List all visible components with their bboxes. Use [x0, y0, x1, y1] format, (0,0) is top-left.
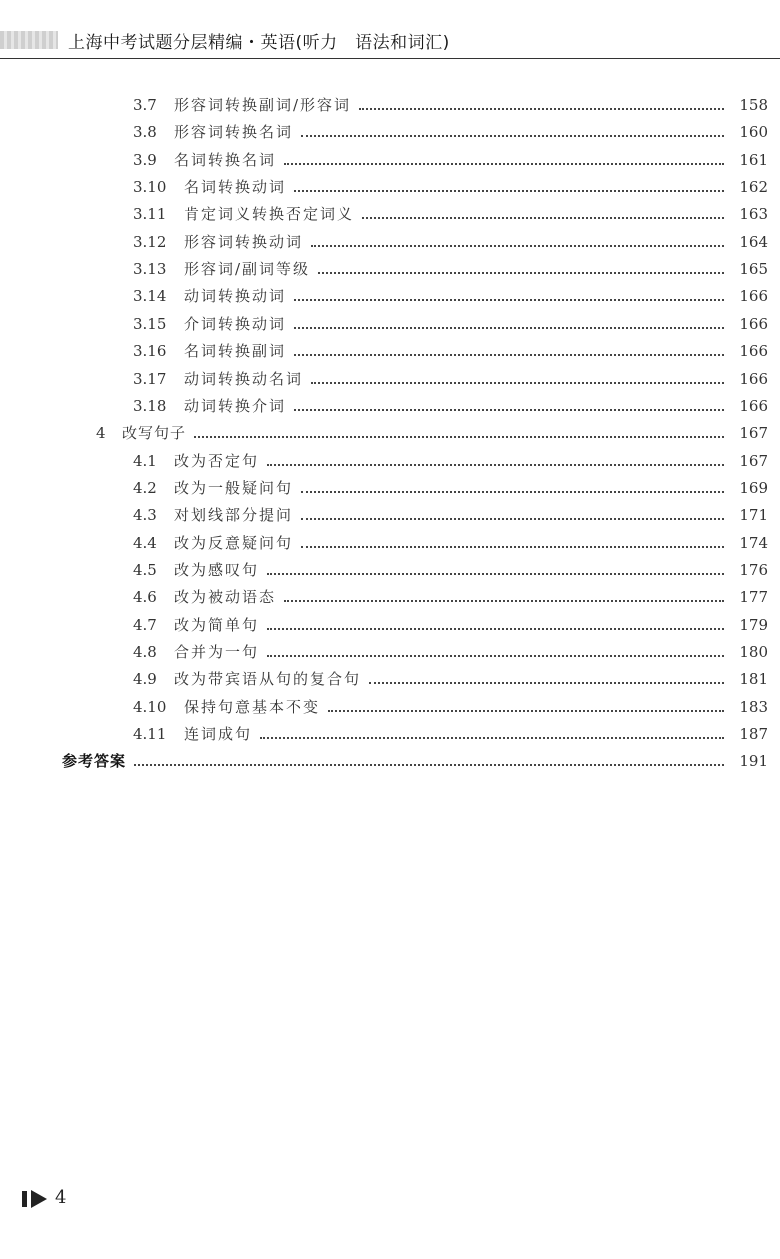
toc-entry-number: 4.4: [133, 533, 157, 552]
toc-entry-number: 3.7: [133, 96, 157, 114]
toc-entry: [0, 92, 780, 119]
toc-entry-title: 动词转换动词: [184, 287, 287, 306]
toc-entry-title: 改写句子: [122, 424, 187, 443]
leader-dots: [267, 464, 724, 466]
toc-entry: [0, 612, 780, 639]
toc-entry-number: 3.13: [133, 260, 167, 279]
toc-entry-page: 191: [739, 752, 768, 771]
toc-entry-page: 166: [739, 396, 768, 415]
toc-entry-title: 形容词/副词等级: [184, 260, 311, 279]
toc-entry-number: 3.12: [133, 232, 167, 251]
toc-entry-number: 3.14: [133, 287, 167, 306]
leader-dots: [301, 491, 724, 493]
leader-dots: [294, 409, 724, 411]
toc-entry-page: 166: [739, 287, 768, 306]
toc-entry: [0, 420, 780, 447]
leader-dots: [194, 436, 724, 438]
toc-entry-number: 4.7: [133, 615, 157, 634]
toc-entry-page: 165: [739, 260, 768, 279]
play-arrow-icon: [31, 1190, 47, 1208]
toc-entry-title: 参考答案: [62, 752, 127, 771]
toc-entry: [0, 338, 780, 365]
toc-entry-page: 187: [739, 725, 768, 744]
toc-entry-number: 4: [96, 424, 106, 443]
toc-entry: [0, 256, 780, 283]
leader-dots: [294, 354, 724, 356]
toc-entry-number: 4.5: [133, 560, 157, 579]
page-number: 4: [55, 1187, 67, 1208]
toc-entry: [0, 502, 780, 529]
toc-entry-number: 4.11: [133, 725, 167, 744]
toc-entry: [0, 584, 780, 611]
leader-dots: [359, 108, 724, 110]
leader-dots: [328, 710, 724, 712]
toc-entry: [0, 666, 780, 693]
toc-entry-title: 肯定词义转换否定词义: [184, 205, 355, 224]
toc-entry-title: 改为反意疑问句: [174, 533, 294, 552]
toc-entry: [0, 201, 780, 228]
toc-entry-page: 166: [739, 342, 768, 361]
toc-entry-title: 改为被动语态: [174, 588, 277, 607]
toc-entry-number: 4.1: [133, 451, 157, 470]
toc-entry-page: 171: [739, 506, 768, 525]
leader-dots: [369, 682, 724, 684]
toc-entry-title: 形容词转换副词/形容词: [174, 96, 352, 114]
toc-entry: [0, 639, 780, 666]
toc-entry-number: 3.17: [133, 369, 167, 388]
leader-dots: [294, 190, 724, 192]
toc-entry-page: 166: [739, 369, 768, 388]
toc-entry-title: 连词成句: [184, 725, 253, 744]
leader-dots: [294, 299, 724, 301]
toc-entry-page: 176: [739, 560, 768, 579]
toc-entry-title: 动词转换介词: [184, 396, 287, 415]
leader-dots: [301, 518, 724, 520]
leader-dots: [362, 217, 724, 219]
toc-entry: [0, 557, 780, 584]
toc-entry-number: 3.10: [133, 178, 167, 197]
leader-dots: [267, 655, 724, 657]
toc-entry-number: 4.10: [133, 697, 167, 716]
toc-entry-title: 对划线部分提问: [174, 506, 294, 525]
leader-dots: [284, 600, 724, 602]
toc-entry-title: 介词转换动词: [184, 314, 287, 333]
toc-entry-page: 163: [739, 205, 768, 224]
toc-entry: [0, 475, 780, 502]
header-rule: [0, 58, 780, 59]
toc-entry-number: 3.8: [133, 123, 157, 142]
toc-entry: [0, 721, 780, 748]
toc-entry-page: 158: [739, 96, 768, 114]
toc-entry-page: 180: [739, 643, 768, 661]
toc-entry-number: 4.3: [133, 506, 157, 525]
leader-dots: [260, 737, 724, 739]
toc-entry-number: 4.6: [133, 588, 157, 607]
leader-dots: [301, 135, 724, 137]
leader-dots: [267, 628, 724, 630]
toc-entry: [0, 283, 780, 310]
toc-entry-number: 4.9: [133, 670, 157, 689]
toc-entry-page: 181: [739, 670, 768, 689]
toc-entry-title: 改为带宾语从句的复合句: [174, 670, 362, 689]
toc-entry: [0, 174, 780, 201]
toc-entry-page: 183: [739, 697, 768, 716]
toc-entry-number: 3.9: [133, 150, 157, 169]
toc-entry-page: 179: [739, 615, 768, 634]
toc-entry: [0, 393, 780, 420]
toc-entry-number: 4.8: [133, 643, 157, 661]
toc-entry-title: 改为感叹句: [174, 560, 260, 579]
toc-entry-title: 保持句意基本不变: [184, 697, 321, 716]
leader-dots: [311, 382, 724, 384]
page-footer: [22, 1188, 122, 1210]
toc-entry: [0, 229, 780, 256]
toc-entry: [0, 119, 780, 146]
leader-dots: [318, 272, 724, 274]
toc-entry: [0, 530, 780, 557]
toc-entry-title: 改为一般疑问句: [174, 478, 294, 497]
toc-entry-title: 形容词转换动词: [184, 232, 304, 251]
leader-dots: [267, 573, 724, 575]
toc-entry-page: 164: [739, 232, 768, 251]
toc-entry-page: 167: [739, 424, 768, 443]
toc-entry: [0, 748, 780, 775]
footer-bar-icon: [22, 1191, 27, 1207]
leader-dots: [134, 764, 724, 766]
toc-entry-page: 169: [739, 478, 768, 497]
header-decoration: [0, 31, 58, 49]
toc-entry-title: 改为否定句: [174, 451, 260, 470]
toc-entry-page: 177: [739, 588, 768, 607]
toc-entry-number: 3.16: [133, 342, 167, 361]
leader-dots: [294, 327, 724, 329]
toc-entry-page: 166: [739, 314, 768, 333]
toc-entry: [0, 448, 780, 475]
book-title: 上海中考试题分层精编・英语(听力 语法和词汇): [68, 33, 450, 53]
toc-entry-number: 3.15: [133, 314, 167, 333]
toc-entry-title: 合并为一句: [174, 643, 260, 661]
toc-entry-page: 160: [739, 123, 768, 142]
leader-dots: [311, 245, 724, 247]
toc-entry-title: 名词转换副词: [184, 342, 287, 361]
toc-entry-title: 名词转换动词: [184, 178, 287, 197]
toc-entry-page: 167: [739, 451, 768, 470]
toc-entry-number: 3.11: [133, 205, 167, 224]
toc-entry: [0, 694, 780, 721]
toc-entry-page: 161: [739, 150, 768, 169]
toc-entry-title: 形容词转换名词: [174, 123, 294, 142]
toc-entry: [0, 147, 780, 174]
toc-entry-title: 名词转换名词: [174, 150, 277, 169]
toc-entry-title: 改为简单句: [174, 615, 260, 634]
toc-entry: [0, 366, 780, 393]
running-header: [0, 22, 780, 62]
toc-entry-page: 162: [739, 178, 768, 197]
toc-entry-page: 174: [739, 533, 768, 552]
toc-entry-title: 动词转换动名词: [184, 369, 304, 388]
leader-dots: [301, 546, 724, 548]
toc-entry: [0, 311, 780, 338]
toc-entry-number: 4.2: [133, 478, 157, 497]
leader-dots: [284, 163, 724, 165]
toc-entry-number: 3.18: [133, 396, 167, 415]
